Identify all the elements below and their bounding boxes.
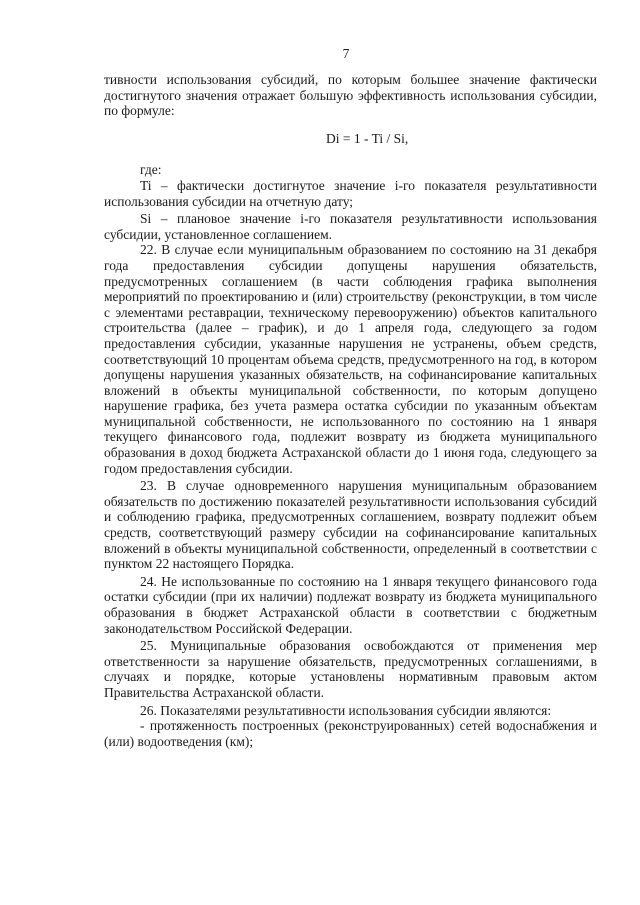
paragraph-continuation: тивности использования субсидий, по которым большее значение фактически достигнутого значения отражает большую эффективность использования субсидии, по формуле: — [104, 72, 597, 119]
document-body — [104, 72, 597, 749]
page-number: 7 — [342, 46, 350, 61]
paragraph-23: 23. В случае одновременного нарушения муниципальным образованием обязательств по достижению показателей результативности использования субсидий и соблюдению графика, предусмотренных соглашением, возврату подлежит объем средств, соответствующий размеру субсидии на софинансирование капитальных вложений в объекты муниципальной собственности, определенный в соответствии с пунктом 22 настоящего Порядка. — [104, 478, 597, 572]
paragraph-25: 25. Муниципальные образования освобождаются от применения мер ответственности за нарушение обязательств, предусмотренных соглашениями, в случаях и порядке, которые установлены нормативным правовым актом Правительства Астраханской области. — [104, 638, 597, 700]
where-label: где: — [140, 162, 162, 178]
paragraph-22: 22. В случае если муниципальным образованием по состоянию на 31 декабря года предоставления субсидии допущены нарушения обязательств, предусмотренных соглашением (в части соблюдения графика выполнения мероприятий по проектированию и (или) строительству (реконструкции, в том числе с элементами реставрации, техническому перевооружению) объектов капитального строительства (далее – график), и до 1 апреля года, следующего за годом предоставления субсидии, указанные нарушения не устранены, объем средств, соответствующий 10 процентам объема средств, предусмотренного на год, в котором допущены нарушения указанных обязательств, на софинансирование капитальных вложений в объекты муниципальной собственности, по которым допущено нарушение графика, без учета размера остатка субсидии по указанным объектам муниципальной собственности, не использованного по состоянию на 1 января текущего финансового года, подлежит возврату из бюджета муниципального образования в доход бюджета Астраханской области до 1 июня года, следующего за годом предоставления субсидии. — [104, 242, 597, 476]
paragraph-26: 26. Показателями результативности использования субсидии являются: — [140, 702, 552, 718]
paragraph-24: 24. Не использованные по состоянию на 1 января текущего финансового года остатки субсидии (при их наличии) подлежат возврату из бюджета муниципального образования в бюджет Астраханской области в соответствии с бюджетным законодательством Российской Федерации. — [104, 573, 597, 636]
formula: Di = 1 - Ti / Si, — [326, 130, 409, 146]
list-item: - протяженность построенных (реконструированных) сетей водоснабжения и (или) водоотведения (км); — [104, 718, 597, 749]
si-definition: Si – плановое значение i-го показателя результативности использования субсидии, установленное соглашением. — [104, 211, 597, 242]
ti-definition: Ti – фактически достигнутое значение i-го показателя результативности использования субсидии на отчетную дату; — [104, 177, 597, 209]
